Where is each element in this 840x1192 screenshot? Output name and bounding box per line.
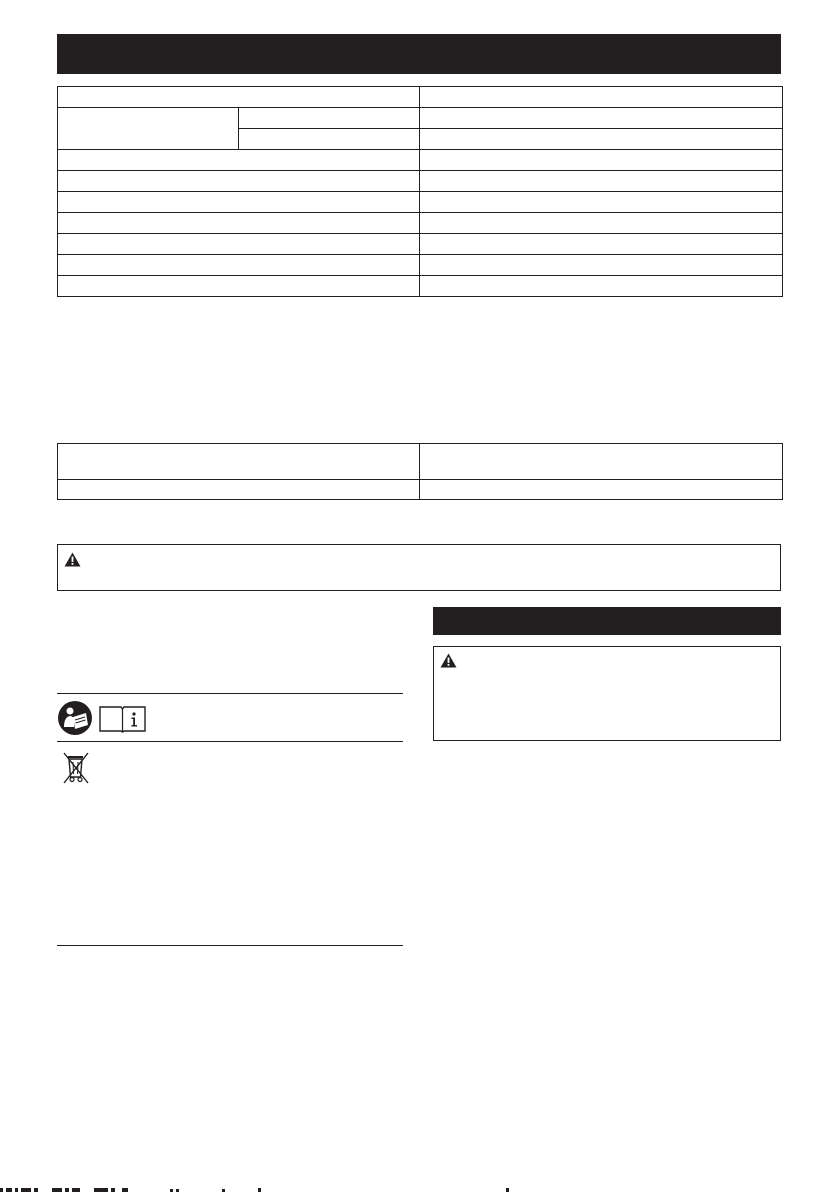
- cut-off-text-marks: [0, 1186, 840, 1192]
- spec-value: [420, 255, 783, 276]
- spec-label: [58, 192, 420, 213]
- spec-value: [420, 276, 783, 297]
- spec-label: [58, 255, 420, 276]
- read-manual-icon: [57, 700, 95, 741]
- warning-triangle-icon: [440, 653, 457, 668]
- spec-label: [58, 108, 239, 150]
- table-row: [58, 192, 783, 213]
- noise-table: [57, 443, 783, 500]
- spec-value: [420, 213, 783, 234]
- spec-value: [420, 87, 783, 108]
- spec-label: [58, 213, 420, 234]
- spec-label: [58, 87, 420, 108]
- warning-triangle-icon: [64, 552, 81, 567]
- noise-cell: [58, 480, 420, 500]
- table-row: [58, 108, 783, 129]
- safety-section-title-bar: [433, 607, 781, 635]
- spec-value: [420, 192, 783, 213]
- table-row: [58, 213, 783, 234]
- divider: [57, 741, 403, 742]
- specifications-title-bar: [57, 34, 781, 76]
- noise-header-cell: [58, 444, 420, 480]
- table-row: [58, 276, 783, 297]
- table-row: [58, 255, 783, 276]
- spec-value: [420, 108, 783, 129]
- spec-sublabel: [239, 108, 420, 129]
- spec-label: [58, 234, 420, 255]
- warning-notice-box: [57, 544, 781, 591]
- table-row: [58, 171, 783, 192]
- table-row: [58, 150, 783, 171]
- spec-label: [58, 276, 420, 297]
- spec-value: [420, 171, 783, 192]
- divider: [57, 693, 403, 694]
- table-row: [58, 480, 783, 500]
- table-row: [58, 87, 783, 108]
- crossed-out-wheeled-bin-icon: [62, 751, 90, 790]
- table-header-row: [58, 444, 783, 480]
- spec-value: [420, 234, 783, 255]
- safety-warning-box: [433, 646, 781, 741]
- noise-cell: [420, 480, 783, 500]
- divider: [57, 945, 403, 946]
- spec-label: [58, 171, 420, 192]
- noise-header-cell: [420, 444, 783, 480]
- spec-sublabel: [239, 129, 420, 150]
- table-row: [58, 234, 783, 255]
- info-book-icon: [99, 705, 146, 738]
- spec-label: [58, 150, 420, 171]
- spec-value: [420, 150, 783, 171]
- specifications-table: [57, 86, 783, 297]
- spec-value: [420, 129, 783, 150]
